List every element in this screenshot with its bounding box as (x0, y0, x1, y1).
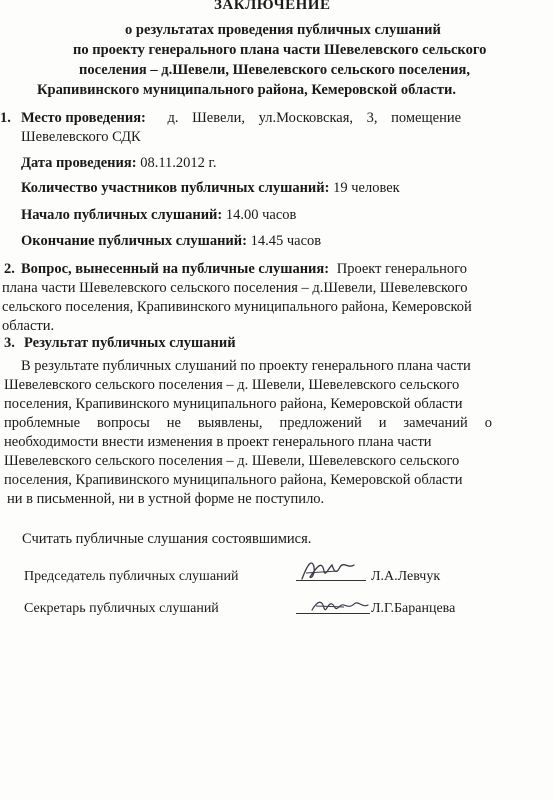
subtitle-line: поселения – д.Шевели, Шевелевского сельского поселения, (79, 62, 470, 78)
date-label: Дата проведения: (21, 155, 137, 171)
date-row (21, 155, 216, 172)
result-line: Шевелевского сельского поселения – д. Шевели, Шевелевского сельского (4, 377, 460, 393)
start-label: Начало публичных слушаний: (21, 207, 223, 223)
result-line: поселения, Крапивинского муниципального района, Кемеровской области (4, 472, 463, 488)
secretary-name: Л.Г.Баранцева (371, 601, 456, 616)
start-value: 14.00 часов (225, 207, 297, 223)
result-line: В результате публичных слушаний по проекту генерального плана части (21, 358, 471, 374)
participants-value: 19 человек (333, 180, 400, 196)
section-number: 2. (4, 261, 15, 277)
document-title: ЗАКЛЮЧЕНИЕ (214, 0, 331, 13)
place-value-continued: Шевелевского СДК (21, 129, 141, 145)
question-line: области. (2, 318, 55, 334)
chair-signature (298, 557, 360, 585)
chair-role: Председатель публичных слушаний (24, 569, 239, 584)
subtitle-line: по проекту генерального плана части Шевелевского сельского (73, 42, 487, 58)
result-line: поселения, Крапивинского муниципального района, Кемеровской области (4, 396, 463, 412)
result-line: проблемные вопросы не выявлены, предложений и замечаний о (4, 415, 492, 431)
place-value: д. Шевели, ул.Московская, 3, помещение (167, 110, 462, 126)
subtitle-line: о результатах проведения публичных слушаний (125, 22, 441, 38)
question-label: Вопрос, вынесенный на публичные слушания: (21, 261, 330, 277)
subtitle-line: Крапивинского муниципального района, Кемеровской области. (37, 82, 456, 98)
participants-label: Количество участников публичных слушаний: (21, 180, 330, 196)
start-row (21, 207, 296, 224)
conclusion-text: Считать публичные слушания состоявшимися. (22, 531, 312, 547)
date-value: 08.11.2012 г. (140, 155, 217, 171)
question-line: плана части Шевелевского сельского поселения – д.Шевели, Шевелевского (2, 280, 468, 296)
place-row (21, 110, 494, 127)
result-heading: Результат публичных слушаний (24, 335, 236, 351)
question-line: сельского поселения, Крапивинского муниципального района, Кемеровской (2, 299, 472, 315)
place-label: Место проведения: (21, 110, 146, 126)
question-value: Проект генерального (336, 261, 468, 277)
section-number: 3. (4, 335, 15, 351)
secretary-signature (310, 596, 370, 616)
participants-row (21, 180, 400, 197)
end-row (21, 233, 321, 250)
section-number: 1. (0, 110, 11, 126)
result-line: необходимости внести изменения в проект генерального плана части (4, 434, 432, 450)
result-line: Шевелевского сельского поселения – д. Шевели, Шевелевского сельского (4, 453, 460, 469)
end-value: 14.45 часов (250, 233, 322, 249)
end-label: Окончание публичных слушаний: (21, 233, 247, 249)
question-row (21, 261, 467, 278)
result-line: ни в письменной, ни в устной форме не поступило. (7, 491, 325, 507)
chair-name: Л.А.Левчук (371, 569, 441, 584)
secretary-role: Секретарь публичных слушаний (24, 601, 219, 616)
